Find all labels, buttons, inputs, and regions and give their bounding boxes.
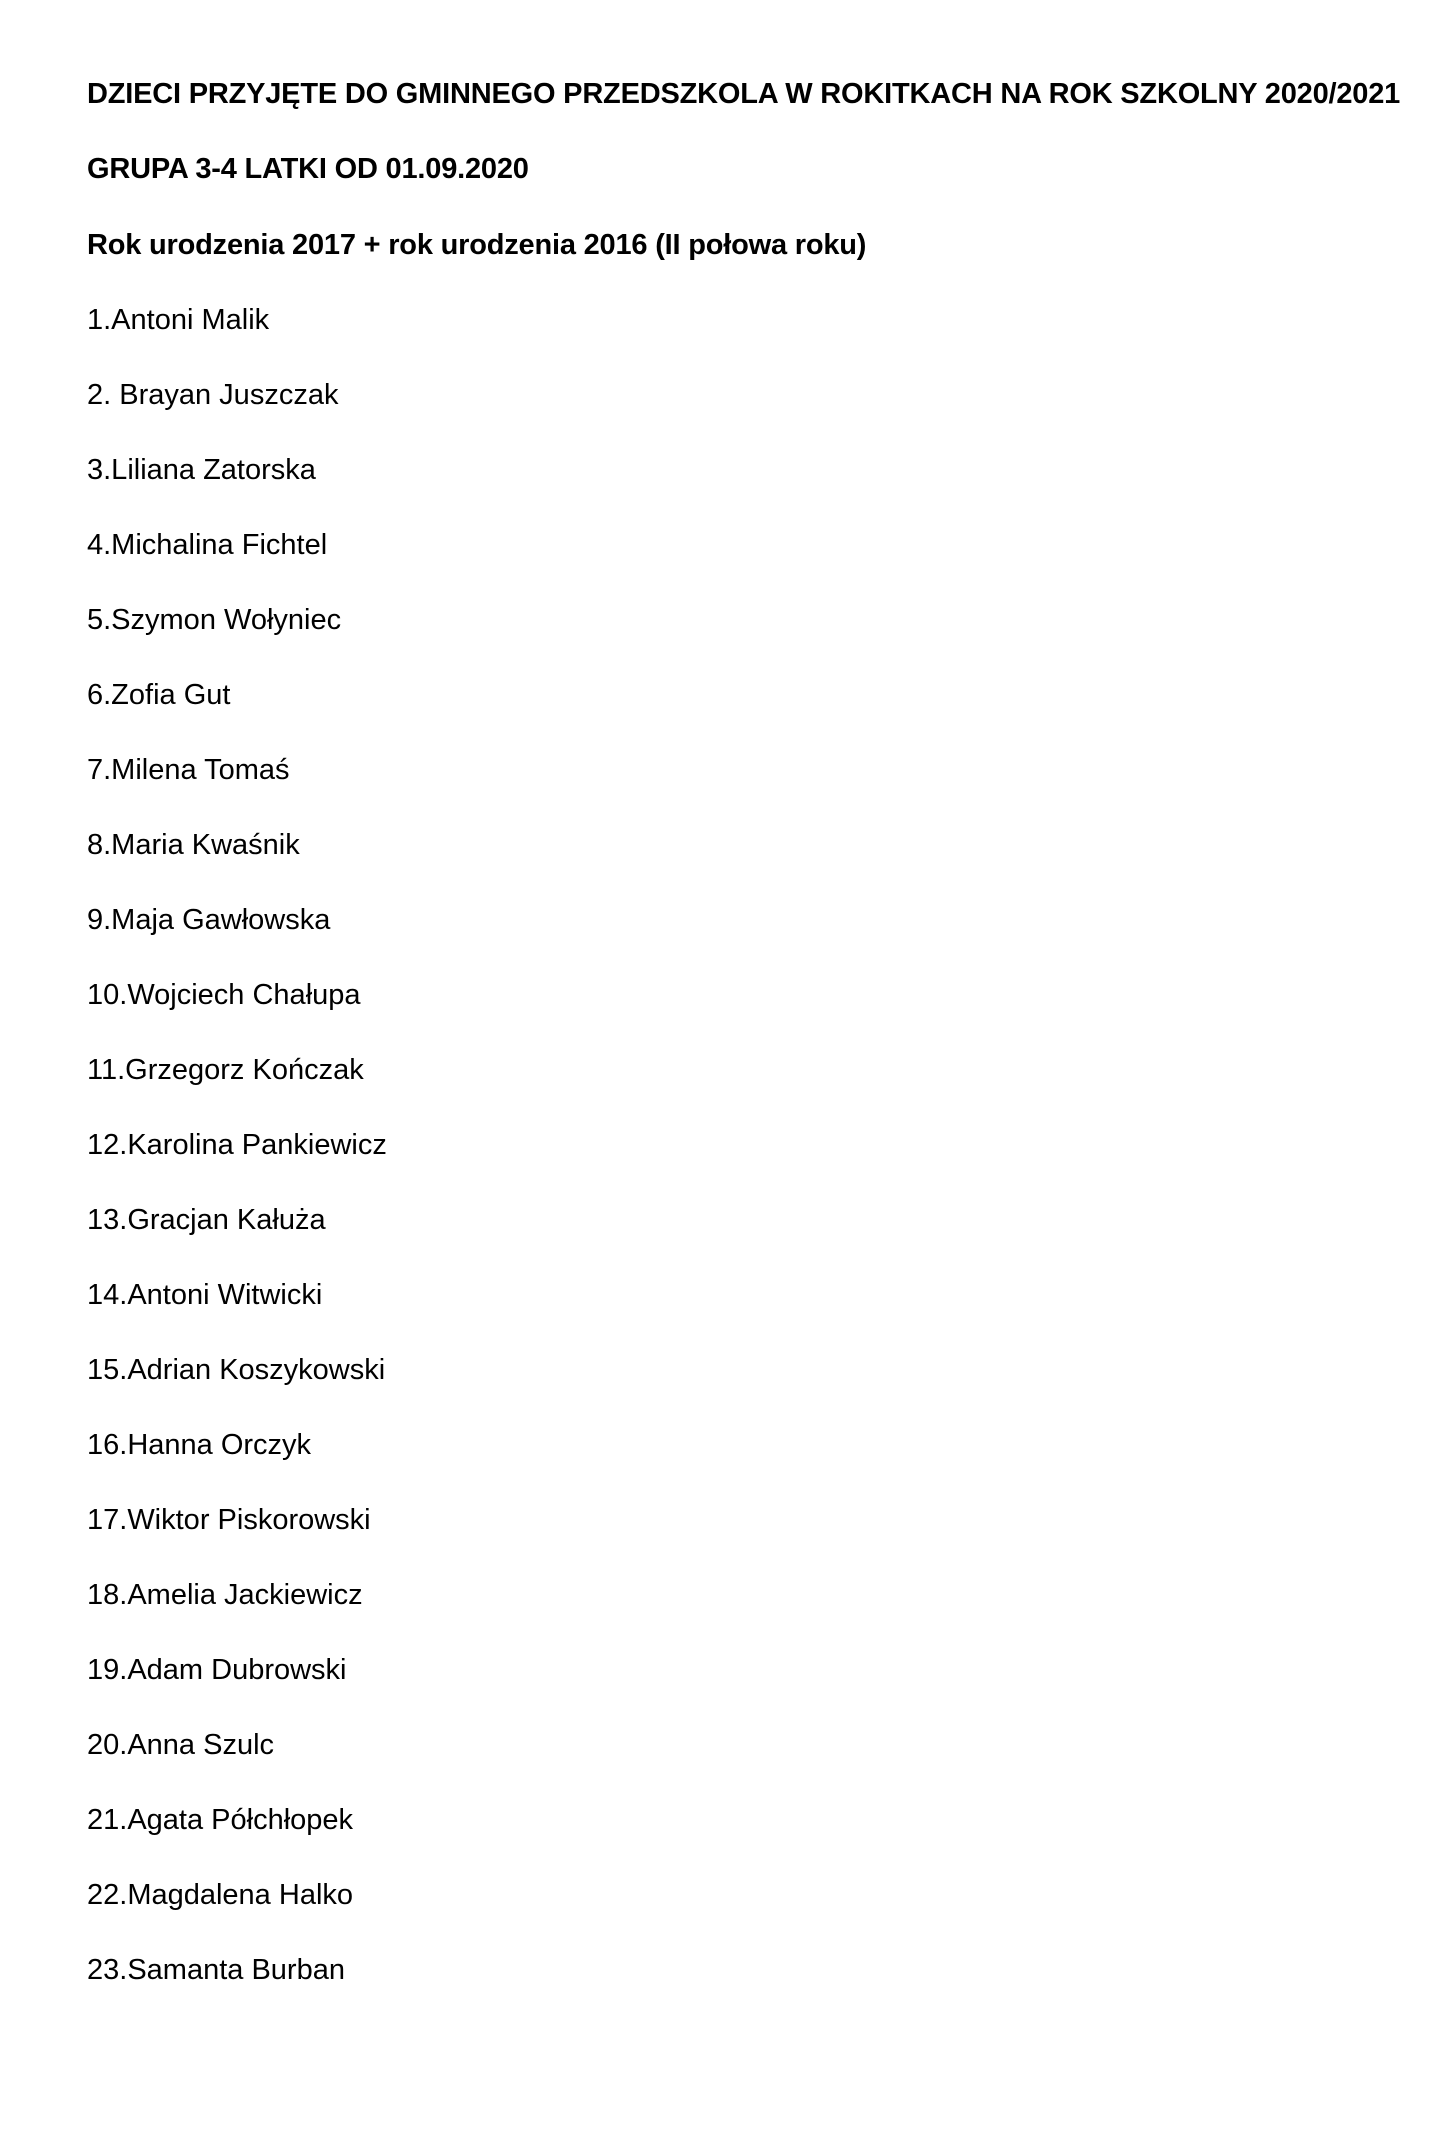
list-item: 3.Liliana Zatorska <box>87 454 316 486</box>
list-item: 4.Michalina Fichtel <box>87 529 328 561</box>
group-heading: GRUPA 3-4 LATKI OD 01.09.2020 <box>87 153 529 185</box>
list-item: 20.Anna Szulc <box>87 1729 275 1761</box>
list-item: 1.Antoni Malik <box>87 304 270 336</box>
list-item: 23.Samanta Burban <box>87 1954 345 1986</box>
list-item: 15.Adrian Koszykowski <box>87 1354 386 1386</box>
list-item: 18.Amelia Jackiewicz <box>87 1579 363 1611</box>
list-item: 16.Hanna Orczyk <box>87 1429 312 1461</box>
list-item: 10.Wojciech Chałupa <box>87 979 361 1011</box>
list-item: 8.Maria Kwaśnik <box>87 829 300 861</box>
list-item: 6.Zofia Gut <box>87 679 231 711</box>
list-item: 21.Agata Półchłopek <box>87 1804 354 1836</box>
list-item: 2. Brayan Juszczak <box>87 379 339 411</box>
list-item: 22.Magdalena Halko <box>87 1879 354 1911</box>
list-item: 19.Adam Dubrowski <box>87 1654 347 1686</box>
list-item: 11.Grzegorz Kończak <box>87 1054 364 1086</box>
list-item: 9.Maja Gawłowska <box>87 904 331 936</box>
list-item: 5.Szymon Wołyniec <box>87 604 342 636</box>
list-item: 7.Milena Tomaś <box>87 754 290 786</box>
list-item: 13.Gracjan Kałuża <box>87 1204 326 1236</box>
birth-years-heading: Rok urodzenia 2017 + rok urodzenia 2016 (II połowa roku) <box>87 229 867 261</box>
list-item: 14.Antoni Witwicki <box>87 1279 323 1311</box>
list-item: 12.Karolina Pankiewicz <box>87 1129 387 1161</box>
list-item: 17.Wiktor Piskorowski <box>87 1504 371 1536</box>
document-title: DZIECI PRZYJĘTE DO GMINNEGO PRZEDSZKOLA W ROKITKACH NA ROK SZKOLNY 2020/2021 <box>87 78 1401 110</box>
